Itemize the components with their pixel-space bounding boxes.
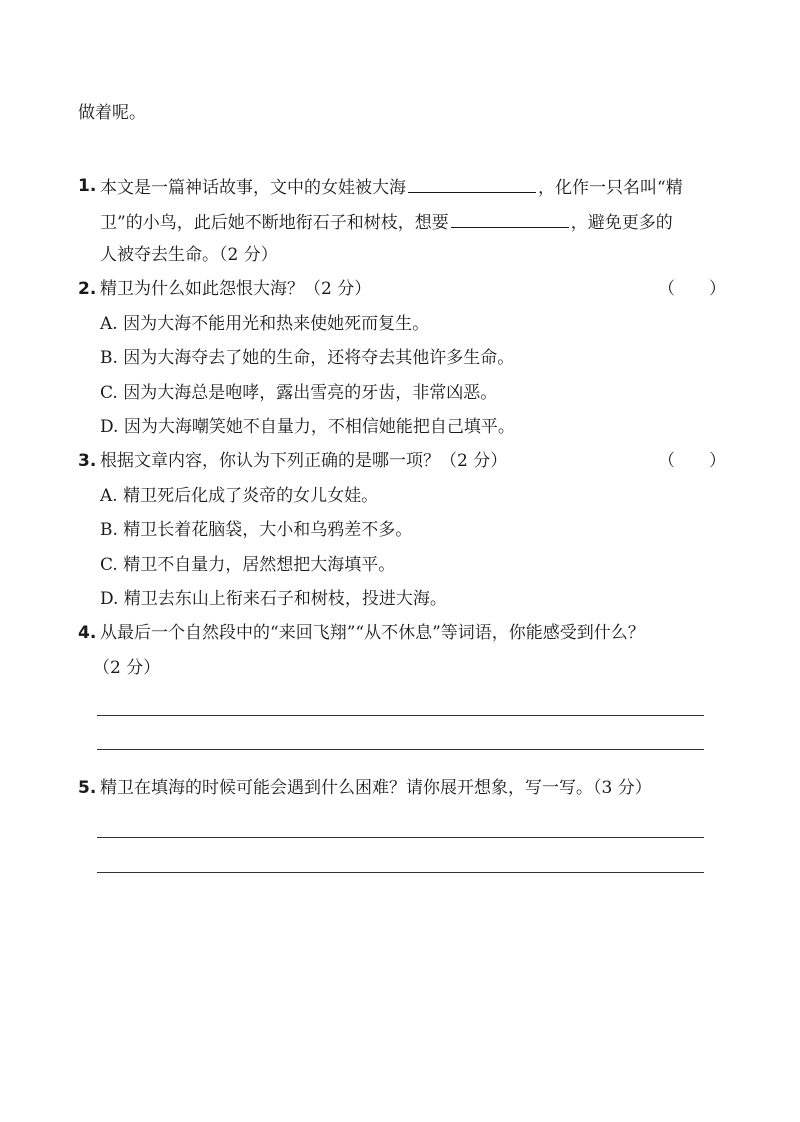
question-stem: 精卫在填海的时候可能会遇到什么困难？请你展开想象，写一写。（3 分） xyxy=(100,778,652,798)
option-d[interactable]: D. 精卫去东山上衔来石子和树枝，投进大海。 xyxy=(100,589,447,609)
question-text-line: 本文是一篇神话故事，文中的女娃被大海 ，化作一只名叫“精 xyxy=(100,174,683,200)
question-stem: 根据文章内容，你认为下列正确的是哪一项？（2 分） xyxy=(100,451,508,471)
question-stem-continued: （2 分） xyxy=(93,658,161,678)
answer-line[interactable] xyxy=(97,872,704,873)
answer-line[interactable] xyxy=(97,715,704,716)
question-number: 2. xyxy=(78,279,97,299)
question-stem: 精卫为什么如此怨恨大海？（2 分） xyxy=(100,279,372,299)
answer-bracket[interactable]: （ ） xyxy=(658,279,726,299)
option-a[interactable]: A. 因为大海不能用光和热来使她死而复生。 xyxy=(100,314,430,334)
fill-blank[interactable] xyxy=(451,209,569,228)
option-b[interactable]: B. 精卫长着花脑袋，大小和乌鸦差不多。 xyxy=(100,520,413,540)
question-text-line: 人被夺去生命。（2 分） xyxy=(100,245,278,265)
question-number: 5. xyxy=(78,778,97,798)
answer-line[interactable] xyxy=(97,837,704,838)
option-c[interactable]: C. 因为大海总是咆哮，露出雪亮的牙齿，非常凶恶。 xyxy=(100,383,498,403)
answer-line[interactable] xyxy=(97,749,704,750)
option-d[interactable]: D. 因为大海嘲笑她不自量力，不相信她能把自己填平。 xyxy=(100,417,515,437)
continued-text: 做着呢。 xyxy=(78,103,146,123)
answer-bracket[interactable]: （ ） xyxy=(658,451,726,471)
question-number: 3. xyxy=(78,451,97,471)
question-stem: 从最后一个自然段中的“来回飞翔”“从不休息”等词语，你能感受到什么？ xyxy=(100,623,645,643)
question-number: 4. xyxy=(78,623,97,643)
option-c[interactable]: C. 精卫不自量力，居然想把大海填平。 xyxy=(100,555,396,575)
option-a[interactable]: A. 精卫死后化成了炎帝的女儿女娃。 xyxy=(100,486,379,506)
option-b[interactable]: B. 因为大海夺去了她的生命，还将夺去其他许多生命。 xyxy=(100,348,515,368)
question-number: 1. xyxy=(78,176,97,196)
question-text-line: 卫”的小鸟，此后她不断地衔石子和树枝，想要 ，避免更多的 xyxy=(100,209,673,235)
fill-blank[interactable] xyxy=(408,174,536,193)
